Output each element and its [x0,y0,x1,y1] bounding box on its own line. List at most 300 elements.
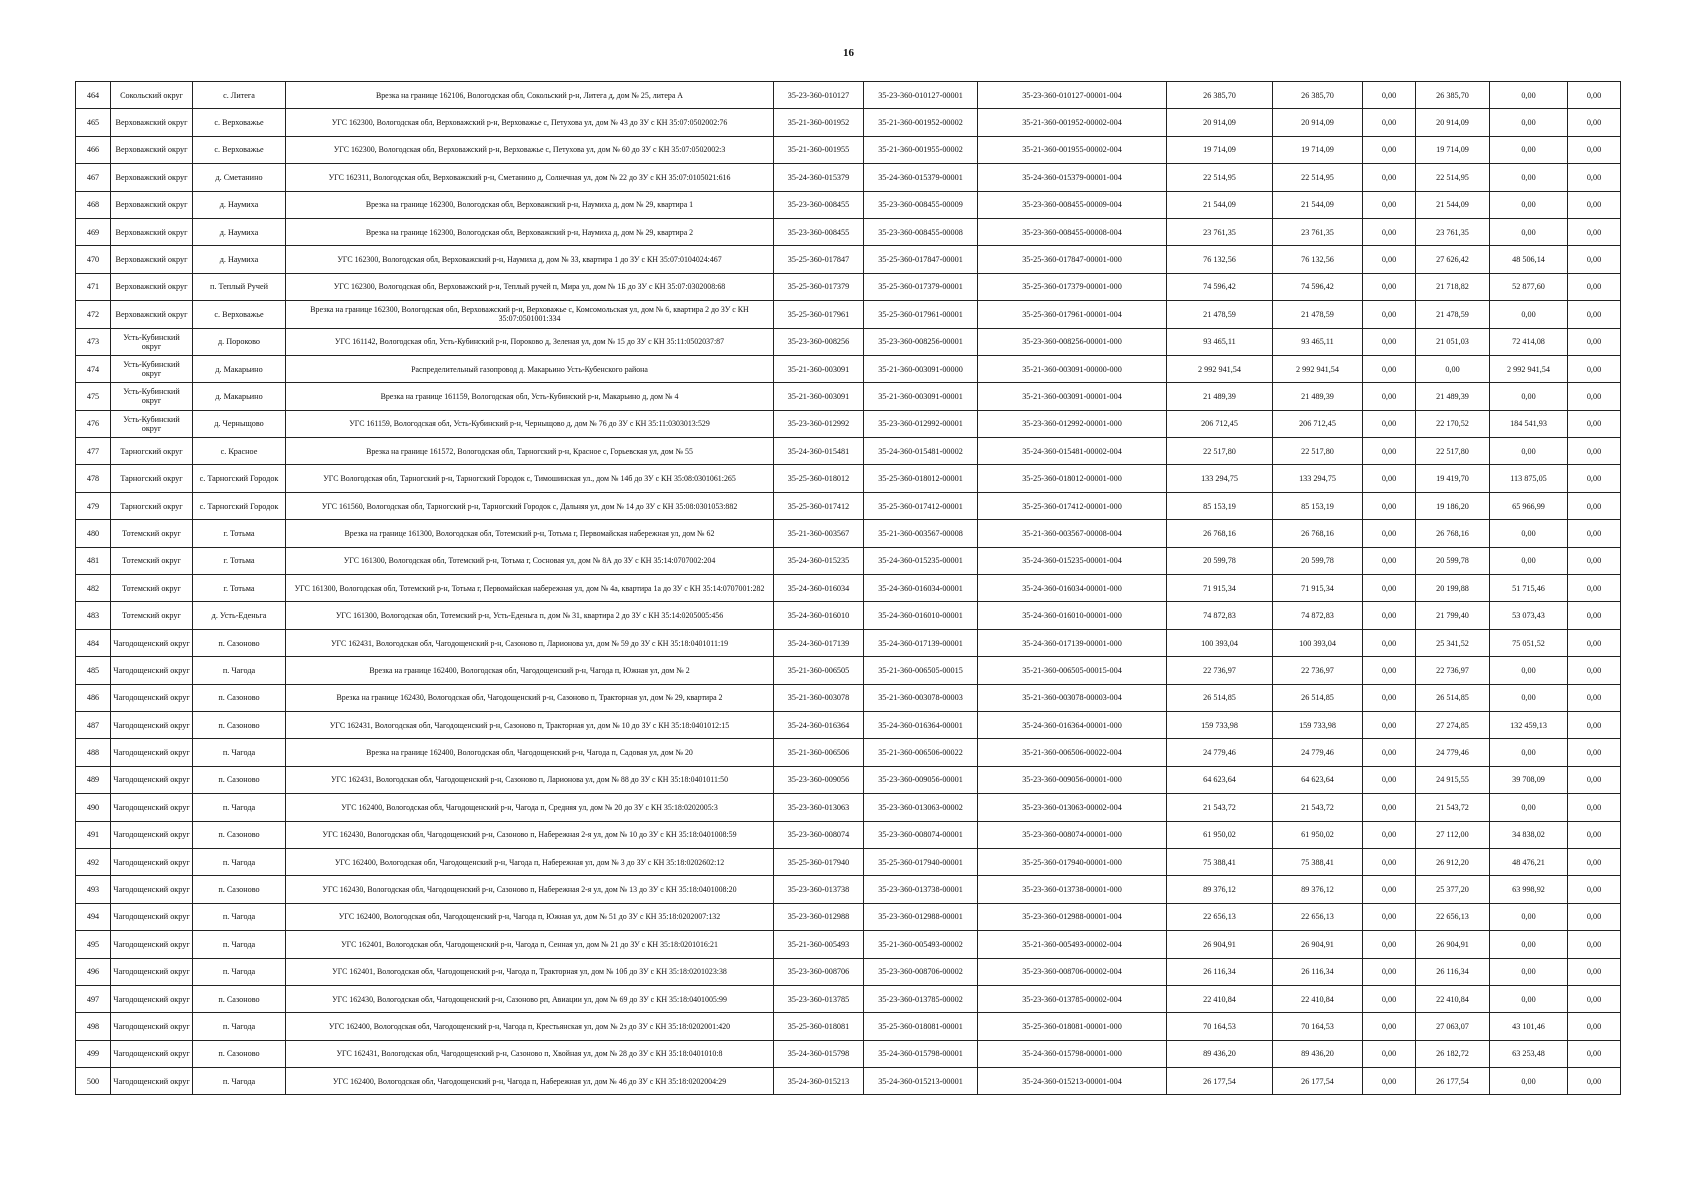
other-amount-cell: 0,00 [1568,383,1621,410]
total-amount-cell: 133 294,75 [1167,465,1273,492]
network-amount-cell: 0,00 [1490,109,1568,136]
zero-amount-cell: 0,00 [1363,383,1416,410]
district-cell: Верховажский округ [111,164,193,191]
row-number-cell: 473 [76,328,111,355]
connection-code-cell: 35-21-360-006505-00015 [864,657,978,684]
district-cell: Чагодощенский округ [111,931,193,958]
settlement-cell: с. Тарногский Городок [193,465,286,492]
connection-code-cell: 35-23-360-009056-00001 [864,766,978,793]
row-number-cell: 489 [76,766,111,793]
table-row [76,657,1621,684]
connection-amount-cell: 23 761,35 [1416,218,1490,245]
address-cell: Врезка на границе 162300, Вологодская обл, Верховажский р-н, Наумиха д, дом № 29, квартира 2 [286,218,774,245]
amount-cell: 159 733,98 [1273,711,1363,738]
other-amount-cell: 0,00 [1568,301,1621,328]
connection-amount-cell: 26 177,54 [1416,1068,1490,1095]
other-amount-cell: 0,00 [1568,711,1621,738]
district-cell: Тотемский округ [111,575,193,602]
amount-cell: 70 164,53 [1273,1013,1363,1040]
row-number-cell: 469 [76,218,111,245]
object-code-cell: 35-21-360-006506 [774,739,864,766]
address-cell: Врезка на границе 162300, Вологодская обл, Верховажский р-н, Верховажье с, Комсомольская ул, дом № 6, квартира 2 до ЗУ с КН 35:07:0501001:334 [286,301,774,328]
point-code-cell: 35-23-360-013785-00002-004 [978,985,1167,1012]
other-amount-cell: 0,00 [1568,848,1621,875]
point-code-cell: 35-24-360-015235-00001-004 [978,547,1167,574]
row-number-cell: 499 [76,1040,111,1067]
object-code-cell: 35-21-360-003078 [774,684,864,711]
settlement-cell: п. Сазоново [193,876,286,903]
address-cell: УГС 162400, Вологодская обл, Чагодощенский р-н, Чагода п, Набережная ул, дом № 46 до ЗУ с КН 35:18:0202004:29 [286,1068,774,1095]
total-amount-cell: 159 733,98 [1167,711,1273,738]
other-amount-cell: 0,00 [1568,328,1621,355]
settlement-cell: г. Тотьма [193,547,286,574]
address-cell: УГС 162400, Вологодская обл, Чагодощенский р-н, Чагода п, Крестьянская ул, дом № 2з до ЗУ с КН 35:18:0202001:420 [286,1013,774,1040]
settlement-cell: с. Красное [193,438,286,465]
other-amount-cell: 0,00 [1568,1068,1621,1095]
amount-cell: 89 376,12 [1273,876,1363,903]
row-number-cell: 468 [76,191,111,218]
connection-amount-cell: 26 116,34 [1416,958,1490,985]
address-cell: Врезка на границе 162400, Вологодская обл, Чагодощенский р-н, Чагода п, Садовая ул, дом № 20 [286,739,774,766]
connection-amount-cell: 20 199,88 [1416,575,1490,602]
object-code-cell: 35-24-360-015379 [774,164,864,191]
connection-code-cell: 35-24-360-015213-00001 [864,1068,978,1095]
amount-cell: 85 153,19 [1273,492,1363,519]
table-row [76,109,1621,136]
district-cell: Тарногский округ [111,465,193,492]
amount-cell: 26 904,91 [1273,931,1363,958]
total-amount-cell: 26 768,16 [1167,520,1273,547]
table-row [76,520,1621,547]
zero-amount-cell: 0,00 [1363,273,1416,300]
total-amount-cell: 76 132,56 [1167,246,1273,273]
amount-cell: 19 714,09 [1273,136,1363,163]
row-number-cell: 488 [76,739,111,766]
zero-amount-cell: 0,00 [1363,821,1416,848]
network-amount-cell: 0,00 [1490,191,1568,218]
district-cell: Верховажский округ [111,301,193,328]
table-row [76,958,1621,985]
point-code-cell: 35-23-360-009056-00001-000 [978,766,1167,793]
connection-code-cell: 35-21-360-003078-00003 [864,684,978,711]
point-code-cell: 35-23-360-008256-00001-000 [978,328,1167,355]
total-amount-cell: 89 436,20 [1167,1040,1273,1067]
point-code-cell: 35-25-360-018012-00001-000 [978,465,1167,492]
settlement-cell: с. Литега [193,82,286,109]
table-row [76,492,1621,519]
table-row [76,383,1621,410]
connection-amount-cell: 22 410,84 [1416,985,1490,1012]
network-amount-cell: 0,00 [1490,903,1568,930]
connection-amount-cell: 26 514,85 [1416,684,1490,711]
object-code-cell: 35-21-360-003091 [774,383,864,410]
district-cell: Верховажский округ [111,191,193,218]
amount-cell: 22 656,13 [1273,903,1363,930]
connection-amount-cell: 27 063,07 [1416,1013,1490,1040]
table-row [76,711,1621,738]
row-number-cell: 479 [76,492,111,519]
object-code-cell: 35-24-360-015798 [774,1040,864,1067]
point-code-cell: 35-25-360-017379-00001-000 [978,273,1167,300]
total-amount-cell: 64 623,64 [1167,766,1273,793]
address-cell: Врезка на границе 162106, Вологодская обл, Сокольский р-н, Литега д, дом № 25, литера А [286,82,774,109]
amount-cell: 206 712,45 [1273,410,1363,437]
zero-amount-cell: 0,00 [1363,164,1416,191]
connection-amount-cell: 22 517,80 [1416,438,1490,465]
total-amount-cell: 100 393,04 [1167,629,1273,656]
zero-amount-cell: 0,00 [1363,136,1416,163]
other-amount-cell: 0,00 [1568,82,1621,109]
row-number-cell: 466 [76,136,111,163]
point-code-cell: 35-23-360-013738-00001-000 [978,876,1167,903]
address-cell: УГС 162401, Вологодская обл, Чагодощенский р-н, Чагода п, Сенная ул, дом № 21 до ЗУ с КН 35:18:0201016:21 [286,931,774,958]
row-number-cell: 471 [76,273,111,300]
row-number-cell: 470 [76,246,111,273]
settlement-cell: п. Сазоново [193,766,286,793]
address-cell: УГС 161560, Вологодская обл, Тарногский р-н, Тарногский Городок с, Дальняя ул, дом № 14 до ЗУ с КН 35:08:0301053:882 [286,492,774,519]
row-number-cell: 498 [76,1013,111,1040]
connection-code-cell: 35-23-360-013063-00002 [864,794,978,821]
total-amount-cell: 24 779,46 [1167,739,1273,766]
other-amount-cell: 0,00 [1568,1040,1621,1067]
network-amount-cell: 48 506,14 [1490,246,1568,273]
settlement-cell: п. Чагода [193,931,286,958]
point-code-cell: 35-21-360-003091-00001-004 [978,383,1167,410]
row-number-cell: 484 [76,629,111,656]
settlement-cell: г. Тотьма [193,575,286,602]
total-amount-cell: 22 517,80 [1167,438,1273,465]
connection-code-cell: 35-25-360-017940-00001 [864,848,978,875]
point-code-cell: 35-21-360-005493-00002-004 [978,931,1167,958]
network-amount-cell: 0,00 [1490,547,1568,574]
settlement-cell: г. Тотьма [193,520,286,547]
row-number-cell: 476 [76,410,111,437]
connection-amount-cell: 26 182,72 [1416,1040,1490,1067]
object-code-cell: 35-25-360-018081 [774,1013,864,1040]
table-row [76,273,1621,300]
settlement-cell: п. Сазоново [193,985,286,1012]
zero-amount-cell: 0,00 [1363,766,1416,793]
total-amount-cell: 19 714,09 [1167,136,1273,163]
network-amount-cell: 0,00 [1490,657,1568,684]
address-cell: УГС 162430, Вологодская обл, Чагодощенский р-н, Сазоново п, Набережная 2-я ул, дом № 10 до ЗУ с КН 35:18:0401008:59 [286,821,774,848]
network-amount-cell: 0,00 [1490,136,1568,163]
registry-table-body [76,82,1621,1095]
row-number-cell: 467 [76,164,111,191]
zero-amount-cell: 0,00 [1363,739,1416,766]
settlement-cell: д. Макарьино [193,355,286,382]
other-amount-cell: 0,00 [1568,931,1621,958]
other-amount-cell: 0,00 [1568,575,1621,602]
object-code-cell: 35-25-360-017847 [774,246,864,273]
row-number-cell: 474 [76,355,111,382]
connection-code-cell: 35-24-360-015481-00002 [864,438,978,465]
total-amount-cell: 85 153,19 [1167,492,1273,519]
settlement-cell: д. Наумиха [193,191,286,218]
object-code-cell: 35-23-360-008074 [774,821,864,848]
other-amount-cell: 0,00 [1568,438,1621,465]
connection-code-cell: 35-23-360-013738-00001 [864,876,978,903]
address-cell: УГС 161300, Вологодская обл, Тотемский р-н, Тотьма г, Первомайская набережная ул, дом № 4а, квартира 1а до ЗУ с КН 35:14:0707001:282 [286,575,774,602]
district-cell: Верховажский округ [111,136,193,163]
zero-amount-cell: 0,00 [1363,547,1416,574]
connection-amount-cell: 19 714,09 [1416,136,1490,163]
network-amount-cell: 0,00 [1490,684,1568,711]
other-amount-cell: 0,00 [1568,547,1621,574]
row-number-cell: 497 [76,985,111,1012]
amount-cell: 26 385,70 [1273,82,1363,109]
connection-amount-cell: 24 915,55 [1416,766,1490,793]
district-cell: Чагодощенский округ [111,985,193,1012]
district-cell: Чагодощенский округ [111,657,193,684]
amount-cell: 26 514,85 [1273,684,1363,711]
row-number-cell: 490 [76,794,111,821]
other-amount-cell: 0,00 [1568,876,1621,903]
zero-amount-cell: 0,00 [1363,82,1416,109]
connection-amount-cell: 26 768,16 [1416,520,1490,547]
table-row [76,465,1621,492]
zero-amount-cell: 0,00 [1363,1040,1416,1067]
point-code-cell: 35-24-360-015213-00001-004 [978,1068,1167,1095]
network-amount-cell: 0,00 [1490,438,1568,465]
settlement-cell: п. Сазоново [193,1040,286,1067]
row-number-cell: 491 [76,821,111,848]
amount-cell: 2 992 941,54 [1273,355,1363,382]
amount-cell: 71 915,34 [1273,575,1363,602]
table-row [76,218,1621,245]
point-code-cell: 35-24-360-016010-00001-000 [978,602,1167,629]
table-row [76,985,1621,1012]
total-amount-cell: 23 761,35 [1167,218,1273,245]
table-row [76,1068,1621,1095]
total-amount-cell: 22 656,13 [1167,903,1273,930]
connection-code-cell: 35-24-360-015798-00001 [864,1040,978,1067]
settlement-cell: д. Наумиха [193,218,286,245]
network-amount-cell: 48 476,21 [1490,848,1568,875]
row-number-cell: 485 [76,657,111,684]
address-cell: УГС 162300, Вологодская обл, Верховажский р-н, Верховажье с, Петухова ул, дом № 60 до ЗУ с КН 35:07:0502002:3 [286,136,774,163]
total-amount-cell: 61 950,02 [1167,821,1273,848]
connection-code-cell: 35-25-360-017961-00001 [864,301,978,328]
address-cell: УГС 162400, Вологодская обл, Чагодощенский р-н, Чагода п, Средняя ул, дом № 20 до ЗУ с КН 35:18:0202005:3 [286,794,774,821]
object-code-cell: 35-21-360-003567 [774,520,864,547]
row-number-cell: 478 [76,465,111,492]
other-amount-cell: 0,00 [1568,191,1621,218]
total-amount-cell: 20 599,78 [1167,547,1273,574]
network-amount-cell: 184 541,93 [1490,410,1568,437]
address-cell: УГС 161142, Вологодская обл, Усть-Кубинский р-н, Пороково д, Зеленая ул, дом № 15 до ЗУ с КН 35:11:0502037:87 [286,328,774,355]
connection-amount-cell: 26 904,91 [1416,931,1490,958]
total-amount-cell: 26 385,70 [1167,82,1273,109]
connection-code-cell: 35-21-360-005493-00002 [864,931,978,958]
amount-cell: 93 465,11 [1273,328,1363,355]
other-amount-cell: 0,00 [1568,492,1621,519]
district-cell: Чагодощенский округ [111,903,193,930]
district-cell: Чагодощенский округ [111,821,193,848]
object-code-cell: 35-23-360-008455 [774,218,864,245]
table-row [76,191,1621,218]
settlement-cell: с. Верховажье [193,109,286,136]
district-cell: Чагодощенский округ [111,1013,193,1040]
total-amount-cell: 21 478,59 [1167,301,1273,328]
settlement-cell: д. Наумиха [193,246,286,273]
connection-code-cell: 35-23-360-012992-00001 [864,410,978,437]
object-code-cell: 35-23-360-013785 [774,985,864,1012]
district-cell: Сокольский округ [111,82,193,109]
other-amount-cell: 0,00 [1568,657,1621,684]
connection-code-cell: 35-23-360-008455-00009 [864,191,978,218]
connection-code-cell: 35-21-360-006506-00022 [864,739,978,766]
district-cell: Тарногский округ [111,438,193,465]
amount-cell: 64 623,64 [1273,766,1363,793]
connection-amount-cell: 25 377,20 [1416,876,1490,903]
settlement-cell: с. Верховажье [193,301,286,328]
connection-code-cell: 35-23-360-008074-00001 [864,821,978,848]
other-amount-cell: 0,00 [1568,218,1621,245]
point-code-cell: 35-21-360-001955-00002-004 [978,136,1167,163]
amount-cell: 76 132,56 [1273,246,1363,273]
settlement-cell: п. Сазоново [193,684,286,711]
district-cell: Чагодощенский округ [111,629,193,656]
row-number-cell: 483 [76,602,111,629]
address-cell: Врезка на границе 162300, Вологодская обл, Верховажский р-н, Наумиха д, дом № 29, квартира 1 [286,191,774,218]
other-amount-cell: 0,00 [1568,410,1621,437]
address-cell: УГС 162300, Вологодская обл, Верховажский р-н, Наумиха д, дом № 33, квартира 1 до ЗУ с КН 35:07:0104024:467 [286,246,774,273]
zero-amount-cell: 0,00 [1363,903,1416,930]
point-code-cell: 35-23-360-008455-00008-004 [978,218,1167,245]
amount-cell: 22 514,95 [1273,164,1363,191]
total-amount-cell: 26 177,54 [1167,1068,1273,1095]
point-code-cell: 35-24-360-015379-00001-004 [978,164,1167,191]
settlement-cell: п. Чагода [193,1068,286,1095]
zero-amount-cell: 0,00 [1363,848,1416,875]
total-amount-cell: 22 514,95 [1167,164,1273,191]
network-amount-cell: 52 877,60 [1490,273,1568,300]
row-number-cell: 480 [76,520,111,547]
row-number-cell: 482 [76,575,111,602]
address-cell: УГС 161300, Вологодская обл, Тотемский р-н, Тотьма г, Сосновая ул, дом № 8А до ЗУ с КН 35:14:0707002:204 [286,547,774,574]
row-number-cell: 494 [76,903,111,930]
point-code-cell: 35-21-360-003091-00000-000 [978,355,1167,382]
address-cell: УГС 162401, Вологодская обл, Чагодощенский р-н, Чагода п, Тракторная ул, дом № 10б до ЗУ с КН 35:18:0201023:38 [286,958,774,985]
page-number: 16 [843,47,854,59]
settlement-cell: п. Теплый Ручей [193,273,286,300]
district-cell: Чагодощенский округ [111,794,193,821]
registry-table [75,81,1621,1095]
address-cell: УГС 162431, Вологодская обл, Чагодощенский р-н, Сазоново п, Ларионова ул, дом № 59 до ЗУ с КН 35:18:0401011:19 [286,629,774,656]
network-amount-cell: 72 414,08 [1490,328,1568,355]
address-cell: Врезка на границе 162430, Вологодская обл, Чагодощенский р-н, Сазоново п, Тракторная ул, дом № 29, квартира 2 [286,684,774,711]
object-code-cell: 35-21-360-006505 [774,657,864,684]
settlement-cell: п. Сазоново [193,629,286,656]
zero-amount-cell: 0,00 [1363,985,1416,1012]
table-row [76,766,1621,793]
object-code-cell: 35-23-360-008256 [774,328,864,355]
connection-amount-cell: 19 186,20 [1416,492,1490,519]
object-code-cell: 35-25-360-017940 [774,848,864,875]
zero-amount-cell: 0,00 [1363,794,1416,821]
other-amount-cell: 0,00 [1568,465,1621,492]
row-number-cell: 477 [76,438,111,465]
district-cell: Верховажский округ [111,218,193,245]
row-number-cell: 487 [76,711,111,738]
point-code-cell: 35-21-360-001952-00002-004 [978,109,1167,136]
zero-amount-cell: 0,00 [1363,958,1416,985]
district-cell: Тотемский округ [111,547,193,574]
district-cell: Усть-Кубинский округ [111,328,193,355]
district-cell: Чагодощенский округ [111,684,193,711]
connection-code-cell: 35-23-360-012988-00001 [864,903,978,930]
connection-amount-cell: 21 478,59 [1416,301,1490,328]
total-amount-cell: 74 872,83 [1167,602,1273,629]
table-row [76,876,1621,903]
other-amount-cell: 0,00 [1568,903,1621,930]
object-code-cell: 35-21-360-003091 [774,355,864,382]
settlement-cell: д. Пороково [193,328,286,355]
table-row [76,438,1621,465]
row-number-cell: 481 [76,547,111,574]
object-code-cell: 35-24-360-015235 [774,547,864,574]
other-amount-cell: 0,00 [1568,958,1621,985]
connection-code-cell: 35-25-360-017847-00001 [864,246,978,273]
table-row [76,547,1621,574]
row-number-cell: 496 [76,958,111,985]
total-amount-cell: 26 904,91 [1167,931,1273,958]
total-amount-cell: 75 388,41 [1167,848,1273,875]
zero-amount-cell: 0,00 [1363,684,1416,711]
table-row [76,301,1621,328]
other-amount-cell: 0,00 [1568,246,1621,273]
point-code-cell: 35-25-360-018081-00001-000 [978,1013,1167,1040]
point-code-cell: 35-21-360-006505-00015-004 [978,657,1167,684]
row-number-cell: 464 [76,82,111,109]
point-code-cell: 35-23-360-008706-00002-004 [978,958,1167,985]
address-cell: УГС 161300, Вологодская обл, Тотемский р-н, Усть-Еденьга п, дом № 31, квартира 2 до ЗУ с КН 35:14:0205005:456 [286,602,774,629]
district-cell: Усть-Кубинский округ [111,410,193,437]
other-amount-cell: 0,00 [1568,739,1621,766]
network-amount-cell: 132 459,13 [1490,711,1568,738]
row-number-cell: 486 [76,684,111,711]
address-cell: УГС 162431, Вологодская обл, Чагодощенский р-н, Сазоново п, Хвойная ул, дом № 28 до ЗУ с КН 35:18:0401010:8 [286,1040,774,1067]
point-code-cell: 35-23-360-012988-00001-004 [978,903,1167,930]
point-code-cell: 35-21-360-003567-00008-004 [978,520,1167,547]
network-amount-cell: 0,00 [1490,931,1568,958]
connection-amount-cell: 25 341,52 [1416,629,1490,656]
table-row [76,575,1621,602]
amount-cell: 100 393,04 [1273,629,1363,656]
district-cell: Верховажский округ [111,273,193,300]
object-code-cell: 35-25-360-018012 [774,465,864,492]
object-code-cell: 35-24-360-015213 [774,1068,864,1095]
connection-amount-cell: 22 514,95 [1416,164,1490,191]
network-amount-cell: 65 966,99 [1490,492,1568,519]
network-amount-cell: 0,00 [1490,739,1568,766]
table-row [76,82,1621,109]
connection-amount-cell: 26 912,20 [1416,848,1490,875]
connection-amount-cell: 27 626,42 [1416,246,1490,273]
connection-amount-cell: 21 543,72 [1416,794,1490,821]
amount-cell: 26 116,34 [1273,958,1363,985]
district-cell: Усть-Кубинский округ [111,383,193,410]
amount-cell: 26 768,16 [1273,520,1363,547]
point-code-cell: 35-23-360-010127-00001-004 [978,82,1167,109]
address-cell: УГС 162400, Вологодская обл, Чагодощенский р-н, Чагода п, Набережная ул, дом № 3 до ЗУ с КН 35:18:0202602:12 [286,848,774,875]
table-row [76,1040,1621,1067]
connection-amount-cell: 19 419,70 [1416,465,1490,492]
object-code-cell: 35-23-360-008706 [774,958,864,985]
district-cell: Усть-Кубинский округ [111,355,193,382]
settlement-cell: п. Чагода [193,958,286,985]
